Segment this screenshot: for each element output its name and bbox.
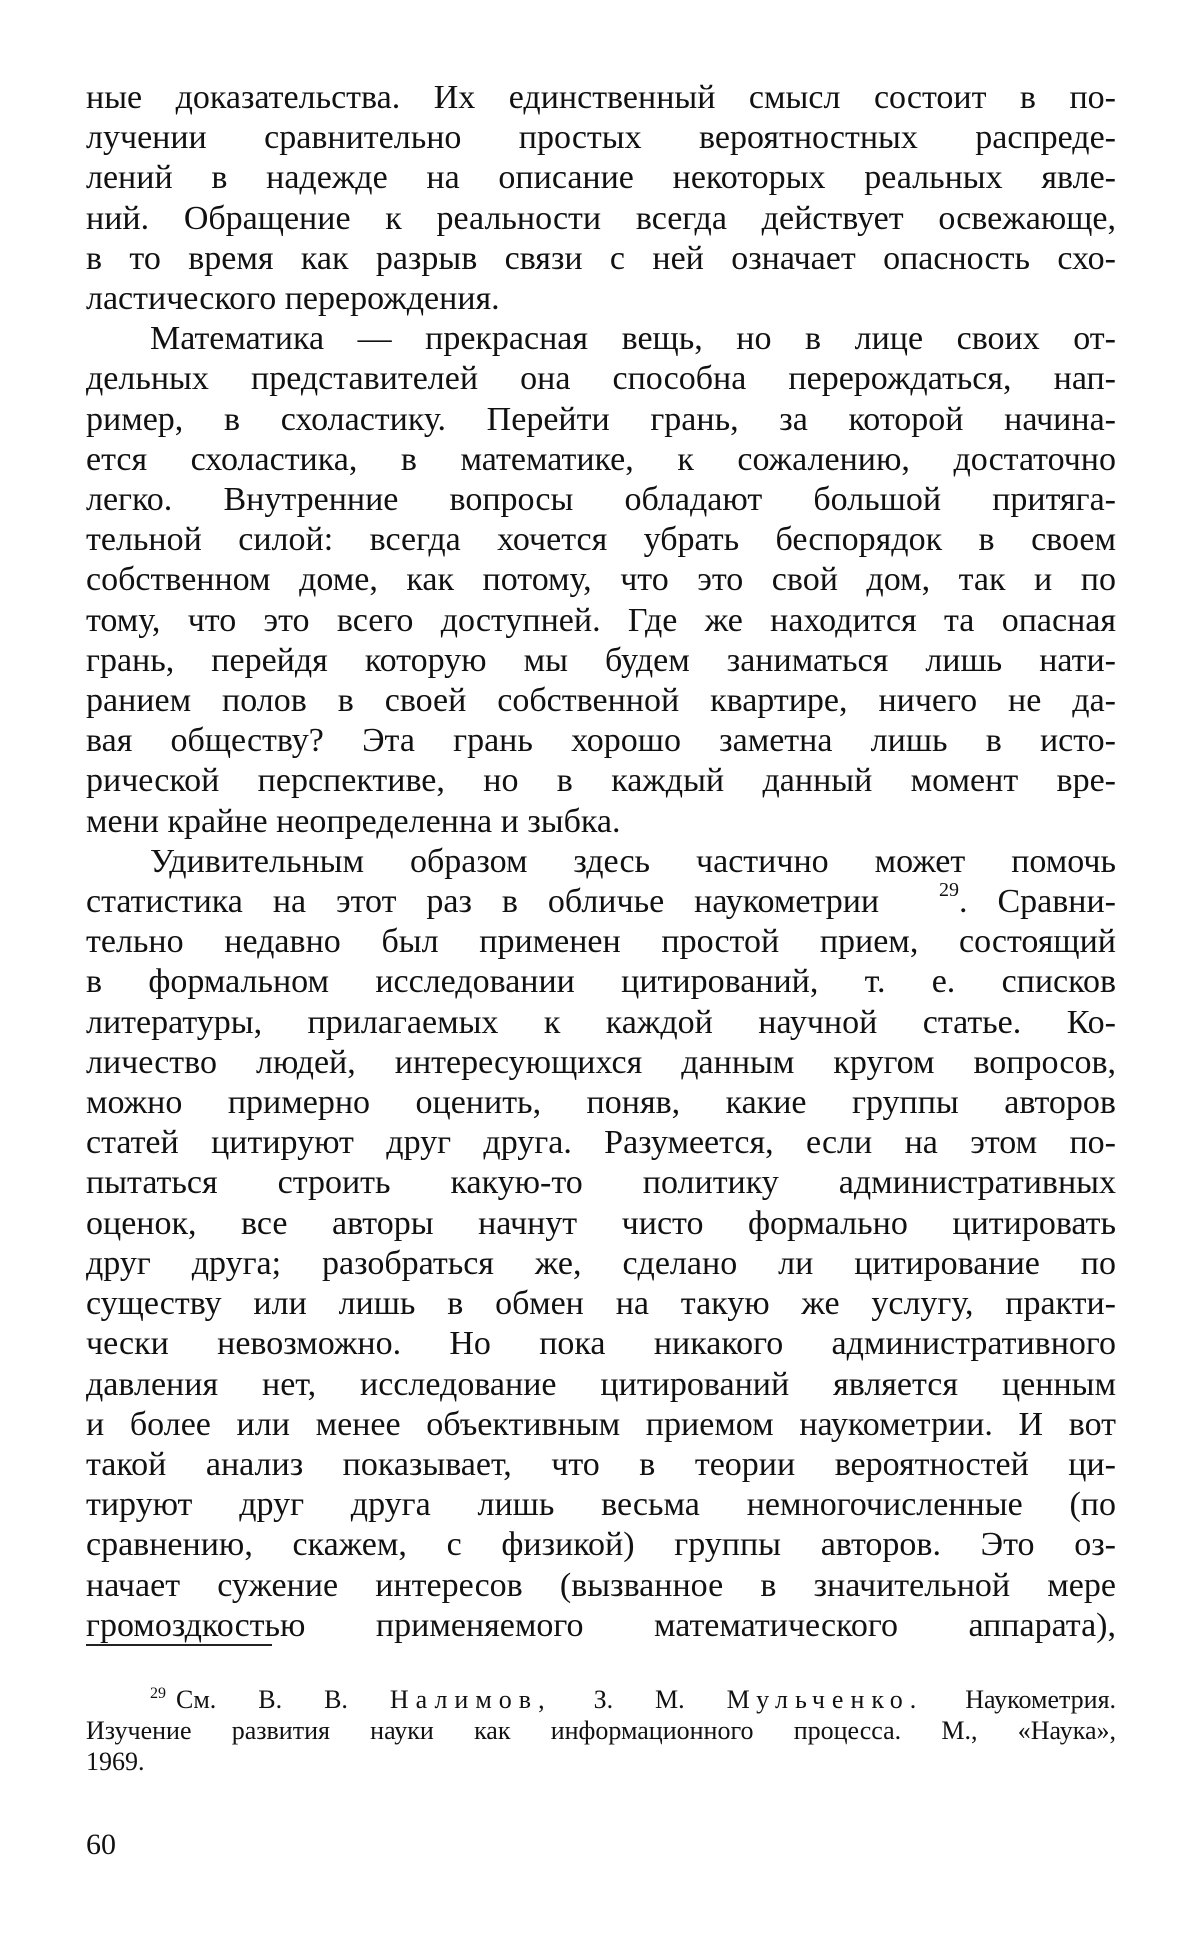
text-line: лучении сравнительно простых вероятностных распреде-: [86, 119, 1116, 157]
text-line: тируют друг друга лишь весьма немногочисленные (по: [86, 1486, 1116, 1524]
footnote-line: [86, 1684, 1116, 1715]
text-segment: статистика на этот раз в обличье наукометрии: [86, 883, 880, 921]
footnote-prefix: См. В. В.: [176, 1685, 348, 1714]
footnote: [86, 1684, 1116, 1777]
text-line: тельно недавно был применен простой прием, состоящий: [86, 923, 1116, 961]
page-body: [86, 78, 1116, 1646]
text-line: друг друга; разобраться же, сделано ли цитирование по: [86, 1244, 1116, 1282]
footnote-initials: З. М.: [593, 1685, 685, 1714]
text-line: ные доказательства. Их единственный смысл состоит в по-: [86, 79, 1116, 116]
footnote-line: 1969.: [86, 1747, 145, 1776]
text-line: рической перспективе, но в каждый данный момент вре-: [86, 762, 1116, 800]
text-line: дельных представителей она способна перерождаться, нап-: [86, 360, 1116, 398]
text-line: оценок, все авторы начнут чисто формально цитировать: [86, 1204, 1116, 1242]
paragraph-2: [86, 319, 1116, 842]
footnote-author: Налимов,: [389, 1685, 552, 1714]
text-segment: . Сравни-: [959, 883, 1116, 921]
text-line: существу или лишь в обмен на такую же услугу, практи-: [86, 1285, 1116, 1323]
text-line: личество людей, интересующихся данным кругом вопросов,: [86, 1043, 1116, 1081]
text-line: сравнению, скажем, с физикой) группы авторов. Это оз-: [86, 1526, 1116, 1564]
page-number: 60: [86, 1828, 116, 1861]
text-line: можно примерно оценить, поняв, какие группы авторов: [86, 1084, 1116, 1122]
text-line: легко. Внутренние вопросы обладают большой притяга-: [86, 481, 1116, 519]
text-line: чески невозможно. Но пока никакого административного: [86, 1325, 1116, 1363]
text-line: давления нет, исследование цитирований является ценным: [86, 1365, 1116, 1403]
text-line: Удивительным образом здесь частично может помочь: [150, 842, 1116, 880]
text-line: вая обществу? Эта грань хорошо заметна лишь в исто-: [86, 722, 1116, 760]
text-line: в формальном исследовании цитирований, т. е. списков: [86, 963, 1116, 1001]
paragraph-1: [86, 78, 1116, 319]
text-line: тельной силой: всегда хочется убрать беспорядок в своем: [86, 521, 1116, 559]
text-line: ластического перерождения.: [86, 280, 500, 318]
footnote-line: Изучение развития науки как информационного процесса. М., «Наука»,: [86, 1716, 1116, 1745]
text-line: собственном доме, как потому, что это свой дом, так и по: [86, 561, 1116, 599]
footnote-divider: [86, 1644, 272, 1646]
text-line-with-footnote-ref: [86, 879, 1116, 922]
text-line: такой анализ показывает, что в теории вероятностей ци-: [86, 1445, 1116, 1483]
text-line: ример, в схоластику. Перейти грань, за которой начина-: [86, 400, 1116, 438]
text-line: лений в надежде на описание некоторых реальных явле-: [86, 159, 1116, 197]
text-line: литературы, прилагаемых к каждой научной статье. Ко-: [86, 1003, 1116, 1041]
text-line: начает сужение интересов (вызванное в значительной мере: [86, 1566, 1116, 1604]
paragraph-3: [86, 842, 1116, 1646]
text-line: грань, перейдя которую мы будем заниматься лишь нати-: [86, 641, 1116, 679]
footnote-author: Мульченко.: [726, 1685, 924, 1714]
text-line: пытаться строить какую-то политику административных: [86, 1164, 1116, 1202]
text-line: и более или менее объективным приемом наукометрии. И вот: [86, 1405, 1116, 1443]
text-line: тому, что это всего доступней. Где же находится та опасная: [86, 601, 1116, 639]
text-line: статей цитируют друг друга. Разумеется, если на этом по-: [86, 1124, 1116, 1162]
text-line: ний. Обращение к реальности всегда действует освежающе,: [86, 199, 1116, 237]
footnote-title: Наукометрия.: [965, 1685, 1117, 1714]
text-line: мени крайне неопределенна и зыбка.: [86, 802, 621, 840]
footnote-reference[interactable]: 29: [939, 879, 960, 902]
text-line: ется схоластика, в математике, к сожалению, достаточно: [86, 440, 1116, 478]
text-line: ранием полов в своей собственной квартире, ничего не да-: [86, 682, 1116, 720]
text-line: в то время как разрыв связи с ней означает опасность схо-: [86, 239, 1116, 277]
footnote-number: 29: [150, 1685, 166, 1702]
text-line: Математика — прекрасная вещь, но в лице своих от-: [150, 320, 1116, 358]
text-line: громоздкостью применяемого математического аппарата),: [86, 1606, 1116, 1644]
